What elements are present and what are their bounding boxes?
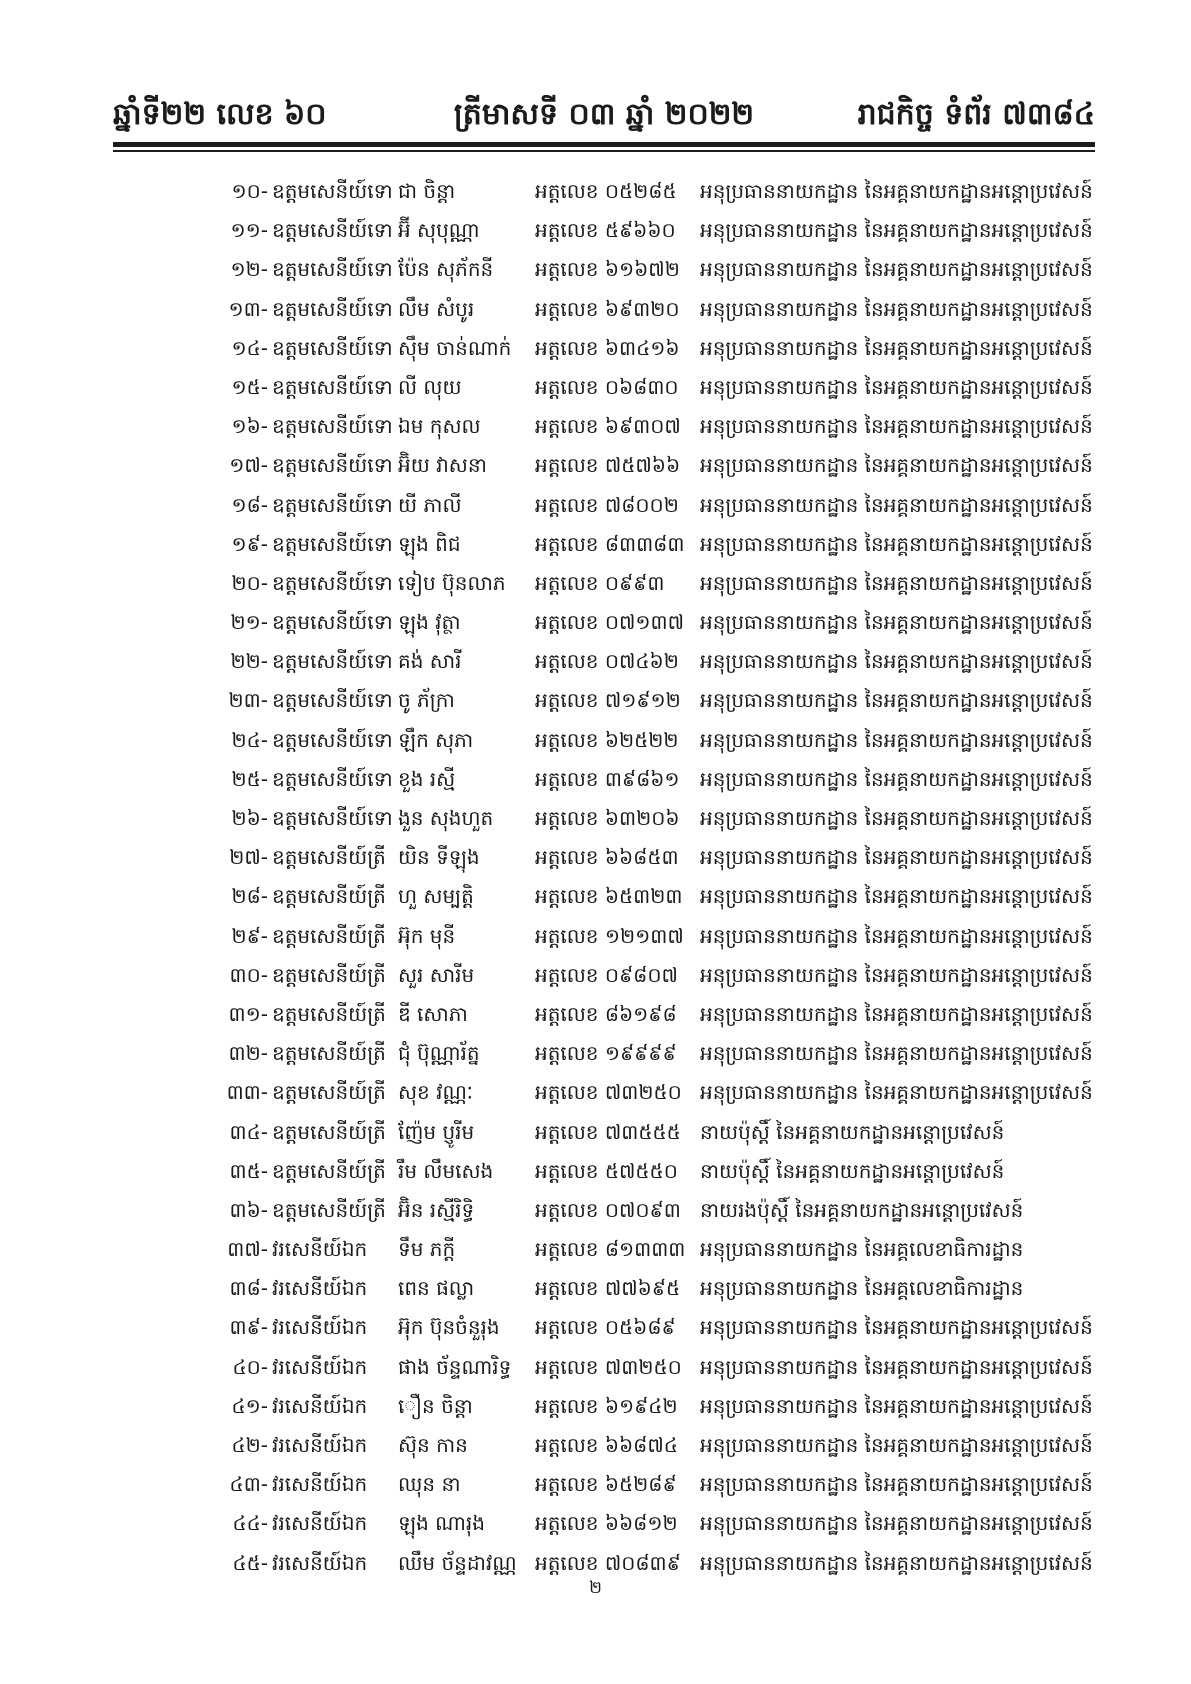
entry-name: ហួ សម្បត្តិ bbox=[398, 884, 474, 909]
entry-rank: ឧត្តមសេនីយ៍ទោ bbox=[272, 257, 393, 282]
entry-id-number: អត្តលេខ ៧៨០០២ bbox=[535, 492, 679, 517]
entry-number: ១៧- bbox=[229, 453, 268, 478]
list-item bbox=[0, 486, 1191, 525]
entry-rank: ឧត្តមសេនីយ៍ទោ bbox=[272, 414, 393, 439]
list-item bbox=[0, 995, 1191, 1034]
entry-name: ទៀប ប៊ុនលាភ bbox=[398, 570, 506, 595]
entry-id-number: អត្តលេខ ០៦៨៣០ bbox=[535, 374, 679, 399]
entry-position: អនុប្រធាននាយកដ្ឋាន នៃអគ្គលេខាធិការដ្ឋាន bbox=[700, 1237, 1024, 1262]
list-item bbox=[0, 760, 1191, 799]
entry-position: អនុប្រធាននាយកដ្ឋាន នៃអគ្គនាយកដ្ឋានអន្តោប្រវេសន៍ bbox=[700, 1550, 1093, 1575]
issue-number: ឆ្នាំទី២២ លេខ ៦០ bbox=[113, 97, 327, 132]
entry-number: ២៥- bbox=[231, 766, 268, 791]
list-item bbox=[0, 917, 1191, 956]
list-item bbox=[0, 1504, 1191, 1543]
header-rule-thin bbox=[113, 150, 1095, 152]
entry-position: អនុប្រធាននាយកដ្ឋាន នៃអគ្គនាយកដ្ឋានអន្តោប្រវេសន៍ bbox=[700, 218, 1093, 243]
entry-name: គង់ សារី bbox=[398, 649, 462, 674]
entry-rank: ឧត្តមសេនីយ៍ត្រី bbox=[272, 884, 386, 909]
entry-rank: ឧត្តមសេនីយ៍ទោ bbox=[272, 766, 393, 791]
entry-number: ២០- bbox=[231, 570, 268, 595]
entry-rank: ឧត្តមសេនីយ៍ត្រី bbox=[272, 1158, 386, 1183]
entry-position: អនុប្រធាននាយកដ្ឋាន នៃអគ្គនាយកដ្ឋានអន្តោប្រវេសន៍ bbox=[700, 806, 1093, 830]
appointment-list bbox=[0, 172, 1191, 1583]
entry-number: ៣៨- bbox=[229, 1276, 268, 1301]
list-item bbox=[0, 1387, 1191, 1426]
entry-rank: ឧត្តមសេនីយ៍ទោ bbox=[272, 610, 393, 635]
entry-number: ៣៥- bbox=[229, 1158, 268, 1183]
entry-name: យី ភាលី bbox=[398, 492, 462, 517]
entry-name: ឡុង ណារុង bbox=[398, 1511, 485, 1536]
entry-position: នាយប៉ុស្តិ៍ នៃអគ្គនាយកដ្ឋានអន្តោប្រវេសន៍ bbox=[700, 1158, 1005, 1183]
entry-id-number: អត្តលេខ ៦៦៨៧៤ bbox=[535, 1433, 678, 1457]
entry-number: ៣៦- bbox=[229, 1197, 268, 1222]
entry-number: ២៦- bbox=[231, 806, 268, 830]
entry-rank: ឧត្តមសេនីយ៍ត្រី bbox=[272, 845, 386, 870]
entry-position: អនុប្រធាននាយកដ្ឋាន នៃអគ្គនាយកដ្ឋានអន្តោប្រវេសន៍ bbox=[700, 1354, 1093, 1379]
entry-number: ២៤- bbox=[231, 727, 268, 752]
entry-id-number: អត្តលេខ ០៩៨០៧ bbox=[535, 962, 678, 987]
entry-position: អនុប្រធាននាយកដ្ឋាន នៃអគ្គនាយកដ្ឋានអន្តោប្រវេសន៍ bbox=[700, 414, 1093, 439]
list-item bbox=[0, 329, 1191, 368]
entry-name: លី លុយ bbox=[398, 374, 462, 399]
entry-name: អ៊ិយ វាសនា bbox=[398, 453, 487, 478]
entry-number: ២៣- bbox=[228, 688, 268, 713]
entry-rank: ឧត្តមសេនីយ៍ត្រី bbox=[272, 1080, 386, 1105]
entry-position: អនុប្រធាននាយកដ្ឋាន នៃអគ្គលេខាធិការដ្ឋាន bbox=[700, 1276, 1024, 1301]
entry-name: ឡុង វុត្ថា bbox=[398, 610, 461, 635]
entry-id-number: អត្តលេខ ៧១៩១២ bbox=[535, 688, 681, 713]
entry-position: អនុប្រធាននាយកដ្ឋាន នៃអគ្គនាយកដ្ឋានអន្តោប្រវេសន៍ bbox=[700, 570, 1093, 595]
list-item bbox=[0, 721, 1191, 760]
entry-id-number: អត្តលេខ ៣៩៨៦១ bbox=[535, 766, 680, 791]
entry-rank: ឧត្តមសេនីយ៍ទោ bbox=[272, 570, 393, 595]
entry-name: សួរ សារីម bbox=[398, 962, 475, 987]
entry-position: អនុប្រធាននាយកដ្ឋាន នៃអគ្គនាយកដ្ឋានអន្តោប្រវេសន៍ bbox=[700, 1433, 1093, 1457]
page-number: ២ bbox=[589, 1578, 602, 1598]
list-item bbox=[0, 211, 1191, 250]
entry-id-number: អត្តលេខ ៦៣៤១៦ bbox=[535, 335, 680, 360]
entry-rank: ឧត្តមសេនីយ៍ត្រី bbox=[272, 1119, 386, 1144]
list-item bbox=[0, 1152, 1191, 1191]
entry-position: អនុប្រធាននាយកដ្ឋាន នៃអគ្គនាយកដ្ឋានអន្តោប្រវេសន៍ bbox=[700, 962, 1093, 987]
entry-number: ៤៤- bbox=[232, 1511, 268, 1536]
entry-rank: វរសេនីយ៍ឯក bbox=[272, 1433, 368, 1457]
entry-number: ៣០- bbox=[229, 962, 268, 987]
entry-position: អនុប្រធាននាយកដ្ឋាន នៃអគ្គនាយកដ្ឋានអន្តោប្រវេសន៍ bbox=[700, 1393, 1093, 1418]
entry-id-number: អត្តលេខ ០៧០៩៣ bbox=[535, 1197, 681, 1222]
entry-position: អនុប្រធាននាយកដ្ឋាន នៃអគ្គនាយកដ្ឋានអន្តោប្រវេសន៍ bbox=[700, 453, 1093, 478]
entry-number: ១៩- bbox=[231, 531, 268, 556]
entry-rank: វរសេនីយ៍ឯក bbox=[272, 1276, 368, 1301]
entry-position: អនុប្រធាននាយកដ្ឋាន នៃអគ្គនាយកដ្ឋានអន្តោប្រវេសន៍ bbox=[700, 179, 1093, 203]
entry-id-number: អត្តលេខ ៧០៨៣៩ bbox=[535, 1550, 681, 1575]
quarter-label: ត្រីមាសទី ០៣ ឆ្នាំ ២០២២ bbox=[453, 97, 755, 132]
entry-id-number: អត្តលេខ ៧៣២៥០ bbox=[535, 1354, 682, 1379]
entry-number: ២១- bbox=[230, 610, 268, 635]
entry-position: អនុប្រធាននាយកដ្ឋាន នៃអគ្គនាយកដ្ឋានអន្តោប្រវេសន៍ bbox=[700, 688, 1093, 713]
list-item bbox=[0, 956, 1191, 995]
entry-name: ងួន សុងហួត bbox=[398, 806, 494, 830]
entry-name: ជុំ ប៊ុណ្ណារ័ត្ន bbox=[398, 1041, 480, 1066]
list-item bbox=[0, 1113, 1191, 1152]
header-rule-thick bbox=[113, 142, 1095, 147]
list-item bbox=[0, 1073, 1191, 1112]
list-item bbox=[0, 838, 1191, 877]
entry-number: ៤៥- bbox=[232, 1550, 268, 1575]
entry-position: អនុប្រធាននាយកដ្ឋាន នៃអគ្គនាយកដ្ឋានអន្តោប្រវេសន៍ bbox=[700, 1315, 1093, 1340]
entry-name: ញ៉ែម ប្ញូរីម bbox=[398, 1119, 475, 1144]
list-item bbox=[0, 1308, 1191, 1347]
entry-id-number: អត្តលេខ ៥៧៥៥០ bbox=[535, 1158, 678, 1183]
entry-rank: ឧត្តមសេនីយ៍ទោ bbox=[272, 531, 393, 556]
entry-rank: ឧត្តមសេនីយ៍ទោ bbox=[272, 453, 393, 478]
list-item bbox=[0, 1034, 1191, 1073]
entry-name: អ៊ុក មុនី bbox=[398, 923, 456, 948]
entry-number: ១៨- bbox=[231, 492, 268, 517]
entry-number: ៣៣- bbox=[226, 1080, 268, 1105]
entry-id-number: អត្តលេខ ១២១៣៧ bbox=[535, 923, 684, 948]
entry-id-number: អត្តលេខ ៦៦៨១២ bbox=[535, 1511, 678, 1536]
entry-name: ប៉ែន សុភ័កនី bbox=[398, 257, 494, 282]
entry-id-number: អត្តលេខ ០៧៤៦២ bbox=[535, 649, 679, 674]
entry-id-number: អត្តលេខ ៨៣៣៨៣ bbox=[535, 531, 685, 556]
entry-position: អនុប្រធាននាយកដ្ឋាន នៃអគ្គនាយកដ្ឋានអន្តោប្រវេសន៍ bbox=[700, 531, 1093, 556]
entry-name: អ៊ុក ប៊ុនចំនួរុង bbox=[398, 1315, 500, 1340]
entry-number: ២៧- bbox=[229, 845, 268, 870]
entry-number: ៣២- bbox=[228, 1041, 268, 1066]
list-item bbox=[0, 525, 1191, 564]
entry-rank: វរសេនីយ៍ឯក bbox=[272, 1315, 368, 1340]
entry-id-number: អត្តលេខ ៧៣៥៥៥ bbox=[535, 1119, 681, 1144]
entry-position: នាយប៉ុស្តិ៍ នៃអគ្គនាយកដ្ឋានអន្តោប្រវេសន៍ bbox=[700, 1119, 1005, 1144]
entry-rank: ឧត្តមសេនីយ៍ទោ bbox=[272, 296, 393, 321]
entry-position: អនុប្រធាននាយកដ្ឋាន នៃអគ្គនាយកដ្ឋានអន្តោប្រវេសន៍ bbox=[700, 257, 1093, 282]
entry-id-number: អត្តលេខ ៧៧៦៩៥ bbox=[535, 1276, 681, 1301]
entry-name: សុខ វណ្ណៈ bbox=[398, 1080, 473, 1105]
entry-name: អ៊ី សុបុណ្ណា bbox=[398, 218, 480, 243]
list-item bbox=[0, 877, 1191, 916]
entry-number: ១០- bbox=[231, 179, 268, 203]
entry-number: ១៤- bbox=[231, 335, 268, 360]
list-item bbox=[0, 250, 1191, 289]
entry-id-number: អត្តលេខ ០៩៩៣ bbox=[535, 570, 665, 595]
entry-id-number: អត្តលេខ ០៥២៨៥ bbox=[535, 179, 677, 203]
entry-rank: ឧត្តមសេនីយ៍ទោ bbox=[272, 806, 393, 830]
entry-position: អនុប្រធាននាយកដ្ឋាន នៃអគ្គនាយកដ្ឋានអន្តោប្រវេសន៍ bbox=[700, 1001, 1093, 1026]
entry-name: ទឹម ភក្តី bbox=[398, 1237, 456, 1262]
entry-id-number: អត្តលេខ ៦២៥២២ bbox=[535, 727, 679, 752]
entry-position: អនុប្រធាននាយកដ្ឋាន នៃអគ្គនាយកដ្ឋានអន្តោប្រវេសន៍ bbox=[700, 649, 1093, 674]
gazette-page-label: រាជកិច្ច ទំព័រ ៧៣៨៤ bbox=[857, 97, 1095, 132]
entry-name: ឈុន នា bbox=[398, 1472, 461, 1497]
entry-number: ៤០- bbox=[232, 1354, 268, 1379]
entry-number: ៣៩- bbox=[229, 1315, 268, 1340]
entry-position: អនុប្រធាននាយកដ្ឋាន នៃអគ្គនាយកដ្ឋានអន្តោប្រវេសន៍ bbox=[700, 335, 1093, 360]
entry-name: ស៊ុន កាន bbox=[398, 1433, 468, 1457]
entry-position: អនុប្រធាននាយកដ្ឋាន នៃអគ្គនាយកដ្ឋានអន្តោប្រវេសន៍ bbox=[700, 610, 1093, 635]
entry-name: ផាង ច័ន្ទណារិទ្ធ bbox=[398, 1354, 512, 1379]
entry-name: ឡឹក សុភា bbox=[398, 727, 474, 752]
entry-id-number: អត្តលេខ ៦៥២៨៩ bbox=[535, 1472, 677, 1497]
list-item bbox=[0, 1191, 1191, 1230]
list-item bbox=[0, 368, 1191, 407]
entry-name: ខួង រស្មី bbox=[398, 766, 456, 791]
entry-rank: វរសេនីយ៍ឯក bbox=[272, 1237, 368, 1262]
entry-name: ស៊ឹម ចាន់ណាក់ bbox=[398, 335, 512, 360]
entry-position: អនុប្រធាននាយកដ្ឋាន នៃអគ្គនាយកដ្ឋានអន្តោប្រវេសន៍ bbox=[700, 727, 1093, 752]
entry-name: រឹម លឹមសេង bbox=[398, 1158, 494, 1183]
entry-rank: ឧត្តមសេនីយ៍ទោ bbox=[272, 335, 393, 360]
list-item bbox=[0, 446, 1191, 485]
entry-position: អនុប្រធាននាយកដ្ឋាន នៃអគ្គនាយកដ្ឋានអន្តោប្រវេសន៍ bbox=[700, 1080, 1093, 1105]
entry-rank: ឧត្តមសេនីយ៍ទោ bbox=[272, 688, 393, 713]
entry-number: ២៩- bbox=[231, 923, 268, 948]
entry-id-number: អត្តលេខ ០៥៦៨៩ bbox=[535, 1315, 676, 1340]
entry-rank: ឧត្តមសេនីយ៍ទោ bbox=[272, 727, 393, 752]
entry-rank: ឧត្តមសេនីយ៍ទោ bbox=[272, 649, 393, 674]
list-item bbox=[0, 1348, 1191, 1387]
entry-name: អ៊ិន រស្មីរិទ្ធិ bbox=[398, 1197, 475, 1222]
entry-name: ឌី សោភា bbox=[398, 1001, 468, 1026]
entry-name: ពេន ផល្លា bbox=[398, 1276, 475, 1301]
entry-number: ១៦- bbox=[231, 414, 268, 439]
list-item bbox=[0, 407, 1191, 446]
entry-id-number: អត្តលេខ ៦៣២០៦ bbox=[535, 806, 680, 830]
entry-rank: ឧត្តមសេនីយ៍ត្រី bbox=[272, 923, 386, 948]
entry-rank: ឧត្តមសេនីយ៍ត្រី bbox=[272, 962, 386, 987]
entry-id-number: អត្តលេខ ៨៦១៩៨ bbox=[535, 1001, 677, 1026]
entry-number: ១២- bbox=[230, 257, 268, 282]
entry-number: ៣៧- bbox=[227, 1237, 268, 1262]
entry-number: ១៥- bbox=[231, 374, 268, 399]
entry-id-number: អត្តលេខ ៧៣២៥០ bbox=[535, 1080, 682, 1105]
entry-id-number: អត្តលេខ ៥៩៦៦០ bbox=[535, 218, 676, 243]
entry-position: អនុប្រធាននាយកដ្ឋាន នៃអគ្គនាយកដ្ឋានអន្តោប្រវេសន៍ bbox=[700, 374, 1093, 399]
list-item bbox=[0, 1269, 1191, 1308]
list-item bbox=[0, 1426, 1191, 1465]
list-item bbox=[0, 1465, 1191, 1504]
entry-number: ២៨- bbox=[231, 884, 268, 909]
list-item bbox=[0, 1230, 1191, 1269]
entry-name: យិន ទីឡុង bbox=[398, 845, 480, 870]
entry-name: ឿន ចិន្តា bbox=[398, 1393, 473, 1418]
entry-rank: ឧត្តមសេនីយ៍ត្រី bbox=[272, 1001, 386, 1026]
entry-position: នាយរងប៉ុស្តិ៍ នៃអគ្គនាយកដ្ឋានអន្តោប្រវេសន៍ bbox=[700, 1197, 1024, 1222]
list-item bbox=[0, 290, 1191, 329]
entry-position: អនុប្រធាននាយកដ្ឋាន នៃអគ្គនាយកដ្ឋានអន្តោប្រវេសន៍ bbox=[700, 1472, 1093, 1497]
entry-number: ២២- bbox=[230, 649, 268, 674]
entry-number: ១១- bbox=[230, 218, 268, 243]
entry-number: ៣៤- bbox=[229, 1119, 268, 1144]
entry-id-number: អត្តលេខ ៦៦៨៥៣ bbox=[535, 845, 679, 870]
entry-id-number: អត្តលេខ ៦៥៣២៣ bbox=[535, 884, 683, 909]
list-item bbox=[0, 564, 1191, 603]
entry-id-number: អត្តលេខ ០៧១៣៧ bbox=[535, 610, 685, 635]
list-item bbox=[0, 799, 1191, 838]
entry-rank: ឧត្តមសេនីយ៍ទោ bbox=[272, 179, 393, 203]
entry-name: ឯម កុសល bbox=[398, 414, 481, 439]
list-item bbox=[0, 681, 1191, 720]
entry-rank: វរសេនីយ៍ឯក bbox=[272, 1550, 368, 1575]
entry-position: អនុប្រធាននាយកដ្ឋាន នៃអគ្គនាយកដ្ឋានអន្តោប្រវេសន៍ bbox=[700, 845, 1093, 870]
entry-number: ៣១- bbox=[228, 1001, 268, 1026]
entry-rank: វរសេនីយ៍ឯក bbox=[272, 1511, 368, 1536]
list-item bbox=[0, 642, 1191, 681]
page-header bbox=[113, 92, 1095, 138]
entry-id-number: អត្តលេខ ៨១៣៣៣ bbox=[535, 1237, 686, 1262]
entry-rank: ឧត្តមសេនីយ៍ត្រី bbox=[272, 1197, 386, 1222]
entry-id-number: អត្តលេខ ៧៥៧៦៦ bbox=[535, 453, 681, 478]
entry-position: អនុប្រធាននាយកដ្ឋាន នៃអគ្គនាយកដ្ឋានអន្តោប្រវេសន៍ bbox=[700, 1041, 1093, 1066]
entry-position: អនុប្រធាននាយកដ្ឋាន នៃអគ្គនាយកដ្ឋានអន្តោប្រវេសន៍ bbox=[700, 296, 1093, 321]
entry-id-number: អត្តលេខ ៦១៦៧២ bbox=[535, 257, 680, 282]
entry-number: ៤១- bbox=[231, 1393, 268, 1418]
entry-name: លឹម សំបូរ bbox=[398, 296, 475, 321]
entry-id-number: អត្តលេខ ៦១៩៤២ bbox=[535, 1393, 678, 1418]
entry-id-number: អត្តលេខ ១៩៩៩៩ bbox=[535, 1041, 677, 1066]
entry-name: ឡុង ពិជ bbox=[398, 531, 461, 556]
entry-position: អនុប្រធាននាយកដ្ឋាន នៃអគ្គនាយកដ្ឋានអន្តោប្រវេសន៍ bbox=[700, 1511, 1093, 1536]
entry-number: ៤៣- bbox=[229, 1472, 268, 1497]
entry-number: ១៣- bbox=[228, 296, 268, 321]
list-item bbox=[0, 172, 1191, 211]
entry-id-number: អត្តលេខ ៦៩៣២០ bbox=[535, 296, 680, 321]
entry-position: អនុប្រធាននាយកដ្ឋាន នៃអគ្គនាយកដ្ឋានអន្តោប្រវេសន៍ bbox=[700, 884, 1093, 909]
entry-position: អនុប្រធាននាយកដ្ឋាន នៃអគ្គនាយកដ្ឋានអន្តោប្រវេសន៍ bbox=[700, 766, 1093, 791]
entry-number: ៤២- bbox=[231, 1433, 268, 1457]
entry-rank: ឧត្តមសេនីយ៍ទោ bbox=[272, 492, 393, 517]
entry-rank: វរសេនីយ៍ឯក bbox=[272, 1354, 368, 1379]
entry-position: អនុប្រធាននាយកដ្ឋាន នៃអគ្គនាយកដ្ឋានអន្តោប្រវេសន៍ bbox=[700, 492, 1093, 517]
entry-rank: វរសេនីយ៍ឯក bbox=[272, 1472, 368, 1497]
entry-name: ជា ចិន្តា bbox=[398, 179, 456, 203]
entry-position: អនុប្រធាននាយកដ្ឋាន នៃអគ្គនាយកដ្ឋានអន្តោប្រវេសន៍ bbox=[700, 923, 1093, 948]
entry-name: ឈឹម ច័ន្ទដាវណ្ណ bbox=[398, 1550, 517, 1575]
entry-rank: ឧត្តមសេនីយ៍ត្រី bbox=[272, 1041, 386, 1066]
entry-rank: ឧត្តមសេនីយ៍ទោ bbox=[272, 218, 393, 243]
entry-rank: ឧត្តមសេនីយ៍ទោ bbox=[272, 374, 393, 399]
entry-name: ចូ ភ័ក្រា bbox=[398, 688, 455, 713]
entry-id-number: អត្តលេខ ៦៩៣០៧ bbox=[535, 414, 681, 439]
list-item bbox=[0, 603, 1191, 642]
entry-rank: វរសេនីយ៍ឯក bbox=[272, 1393, 368, 1418]
